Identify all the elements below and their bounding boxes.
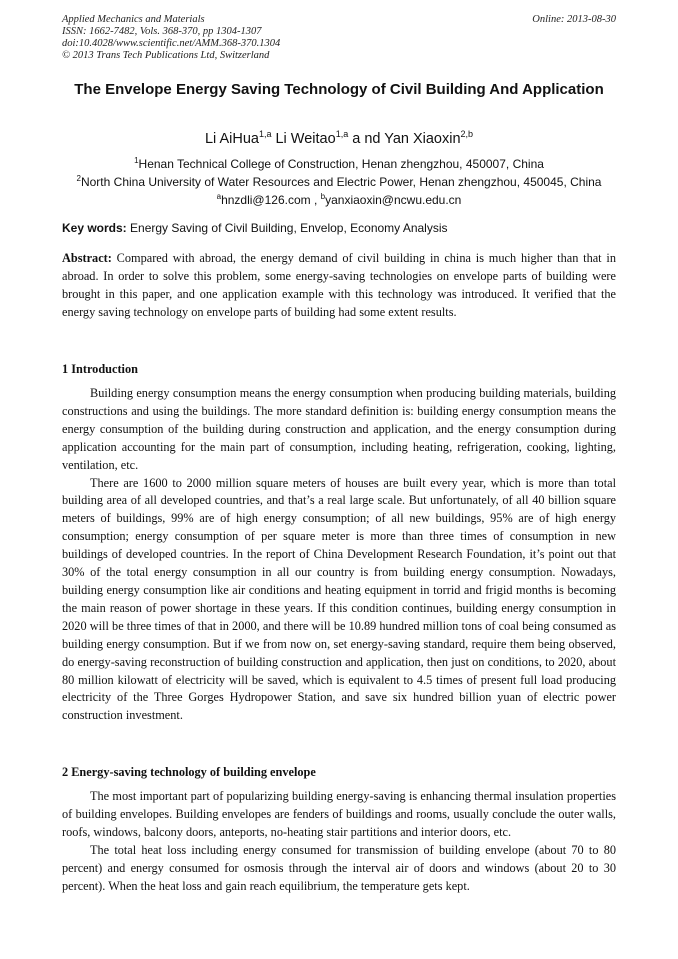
online-date: Online: 2013-08-30 — [532, 14, 616, 25]
paragraph: The total heat loss including energy consumed for transmission of building envelope (about 70 to 80 percent) and energy consumed for osmosis through the interval air of doors and windows (about 20 to 30 percent). When the heat loss and gain reach equilibrium, the temperature gets kept. — [62, 842, 616, 893]
keywords-text: Energy Saving of Civil Building, Envelop, Economy Analysis — [126, 221, 448, 235]
affiliation-superscript: 2 — [76, 174, 81, 183]
journal-header — [62, 14, 280, 62]
author-superscript: 2,b — [460, 129, 474, 139]
section-energy-saving-body — [62, 788, 616, 895]
affiliation-1 — [62, 154, 616, 171]
abstract-label: Abstract: — [62, 251, 112, 265]
author-list — [62, 125, 616, 148]
affiliation-superscript: 1 — [134, 156, 139, 165]
email-superscript: a — [216, 192, 222, 201]
affiliation-text: North China University of Water Resources and Electric Power, Henan zhengzhou, 450045, China — [80, 175, 602, 189]
author-name: Li Weitao — [271, 130, 336, 147]
abstract-text: Compared with abroad, the energy demand of civil building in china is much higher than that in abroad. In order to solve this problem, some energy-saving technologies on envelope parts of building were brought in this paper, and one application example with this technology was introduced. It verified that the energy saving technology on envelope parts of building had some extent results. — [62, 251, 616, 319]
section-introduction-body — [62, 385, 616, 725]
affiliation-text: Henan Technical College of Construction, Henan zhengzhou, 450007, China — [138, 157, 544, 171]
section-heading-energy-saving: 2 Energy-saving technology of building envelope — [62, 765, 316, 779]
keywords — [62, 221, 616, 235]
paragraph: Building energy consumption means the energy consumption when producing building materials, building constructions and using the buildings. The more standard definition is: building energy consumption means the energy consumption of the building during construction and application, and the energy consumption during application accounting for the main part of consumption, including heating, refrigeration, cooking, lighting, ventilation, etc. — [62, 386, 616, 472]
issn-line: ISSN: 1662-7482, Vols. 368-370, pp 1304-1307 — [62, 26, 262, 37]
paragraph: There are 1600 to 2000 million square meters of houses are built every year, which is more than total building area of all developed countries, and that’s a real large scale. But unfortunately, of all 40 billion square meters of buildings, 99% are of high energy consumption; of all new buildings, 95% are of high energy consumption; energy consumption of per square meter is more than three times of consumption in new buildings of developed countries. In the report of China Development Research Foundation, it’s point out that 30% of the total energy consumption in all our country is from building energy consumption. Nowadays, building energy consumption like air conditions and heating equipment in torrid and frigid months is becoming the main reason of power shortage in these years. If this condition continues, building energy consumption in 2020 will be three times of that in 2000, and there will be 10.89 hundred million tons of coal being consumed as building energy consumption. But if we from now on, set energy-saving standard, require them being observed, do energy-saving reconstruction of building construction and application, then just on conditions, to 2020, about 80 million kilowatt of electricity will be saved, which is equivalent to 4.5 times of present full load producing electricity of the Three Gorges Hydropower Station, and save six hundred billion yuan of electric power construction investment. — [62, 475, 616, 723]
author-superscript: 1,a — [258, 129, 272, 139]
author-superscript: 1,a — [335, 129, 349, 139]
email-superscript: b — [320, 192, 326, 201]
paper-title: The Envelope Energy Saving Technology of Civil Building And Application — [74, 81, 604, 98]
paragraph: The most important part of popularizing building energy-saving is enhancing thermal insulation properties of building envelopes. Building envelopes are fenders of buildings and rooms, usually conclude the outer walls, roofs, windows, balcony doors, anteports, no-heating stair partitions and interior doors, etc. — [62, 789, 616, 839]
copyright-line: © 2013 Trans Tech Publications Ltd, Switzerland — [62, 50, 270, 61]
email-text: hnzdli@126.com , — [221, 193, 321, 207]
keywords-label: Key words: — [62, 221, 127, 235]
affiliation-2 — [62, 172, 616, 189]
journal-name: Applied Mechanics and Materials — [62, 14, 205, 25]
section-heading-introduction: 1 Introduction — [62, 362, 138, 376]
doi-line: doi:10.4028/www.scientific.net/AMM.368-370.1304 — [62, 38, 281, 49]
author-name: a nd Yan Xiaoxin — [348, 130, 461, 147]
email-text: yanxiaoxin@ncwu.edu.cn — [325, 193, 462, 207]
author-name: Li AiHua — [204, 130, 259, 147]
abstract — [62, 250, 616, 322]
author-emails — [62, 190, 616, 207]
